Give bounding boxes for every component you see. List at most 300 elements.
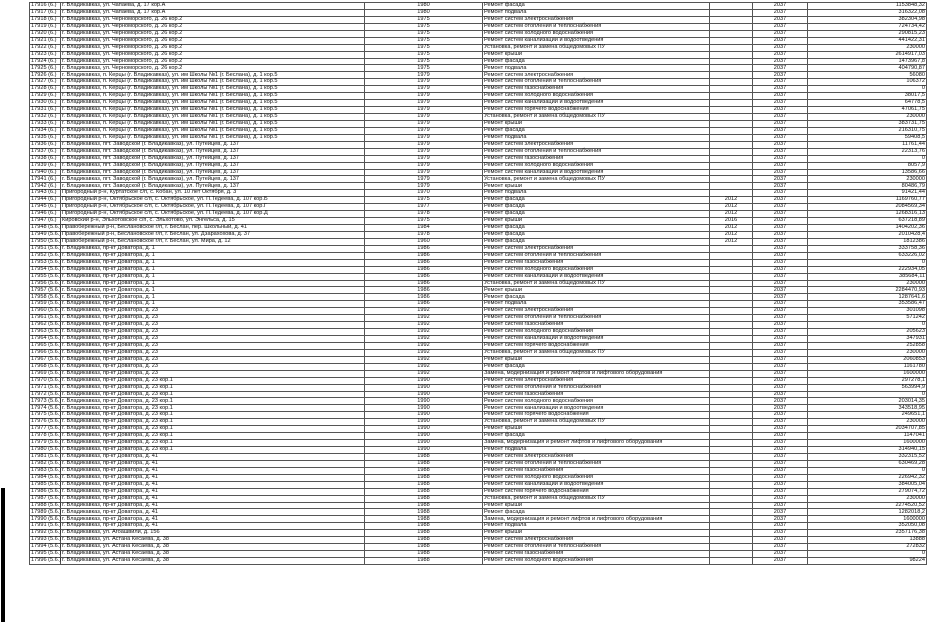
row-number-cell: 17977 (5.6.) <box>31 425 62 432</box>
cost-cell: 1600000 <box>808 370 927 377</box>
row-number-cell: 17924 (6.) <box>30 58 61 65</box>
work-type-cell: Ремонт систем газоснабжения <box>483 155 710 162</box>
work-type-cell: Ремонт систем отопления и теплоснабжения <box>483 79 710 86</box>
address-cell: г. Владикавказ, пр-кт Доватора, д. 1 <box>61 301 365 308</box>
year-built-cell: 1979 <box>365 120 483 127</box>
planned-year-cell: 2037 <box>753 412 808 419</box>
cost-cell: 230000 <box>808 495 927 502</box>
address-cell: г. Владикавказ, пр-кт Доватора, д. 23 кор.1 <box>61 440 365 447</box>
last-repair-year-cell <box>710 502 753 509</box>
planned-year-cell: 2037 <box>753 134 808 141</box>
row-number-cell: 17917 (6.) <box>30 9 61 16</box>
year-built-cell: 1990 <box>365 405 483 412</box>
last-repair-year-cell <box>710 377 753 384</box>
year-built-cell: 1970 <box>365 190 483 197</box>
planned-year-cell: 2037 <box>753 551 808 558</box>
cost-cell: 1473967,8 <box>808 58 927 65</box>
year-built-cell: 1988 <box>365 453 483 460</box>
planned-year-cell: 2037 <box>753 481 808 488</box>
address-cell: г. Владикавказ, п. Керцы (г. Владикавказ), ул. им Школы №1 (г. Беслана), д. 1 кор.5 <box>61 134 365 141</box>
last-repair-year-cell <box>710 516 753 523</box>
year-built-cell: 1979 <box>365 148 483 155</box>
address-cell: г. Владикавказ, пр-кт Доватора, д. 23 <box>61 349 365 356</box>
work-type-cell: Ремонт систем холодного водоснабжения <box>483 266 710 273</box>
year-built-cell: 1984 <box>365 225 483 232</box>
row-number-cell: 17992 (5.6.) <box>31 529 62 536</box>
row-number-cell: 17991 (5.6.) <box>31 522 62 529</box>
row-number-cell: 17947 (6.) <box>30 218 61 225</box>
address-cell: г. Владикавказ, п. Керцы (г. Владикавказ), ул. им Школы №1 (г. Беслана), д. 1 кор.5 <box>61 86 365 93</box>
year-built-cell: 1988 <box>365 523 483 530</box>
row-number-cell: 17963 (5.6.) <box>31 328 62 335</box>
year-built-cell: 1988 <box>365 481 483 488</box>
last-repair-year-cell: 2012 <box>710 225 753 232</box>
last-repair-year-cell <box>710 551 753 558</box>
year-built-cell: 1986 <box>365 259 483 266</box>
planned-year-cell: 2037 <box>753 44 808 51</box>
cost-cell: 0 <box>808 155 927 162</box>
address-cell: г. Владикавказ, ул. Астана Кесаева, д. 38 <box>61 537 365 544</box>
row-number-cell: 17930 (6.) <box>30 100 61 107</box>
last-repair-year-cell: 2012 <box>710 211 753 218</box>
year-built-cell: 1979 <box>365 93 483 100</box>
cost-cell: 633226,02 <box>808 252 927 259</box>
work-type-cell: Ремонт подвала <box>483 447 710 454</box>
row-number-cell: 17950 (5.6.) <box>31 238 62 245</box>
table-row <box>30 65 927 72</box>
last-repair-year-cell <box>710 259 753 266</box>
year-built-cell: 1988 <box>365 509 483 516</box>
table-row <box>30 58 927 65</box>
last-repair-year-cell <box>710 273 753 280</box>
cost-cell: 1404202,36 <box>808 225 927 232</box>
year-built-cell: 1975 <box>365 65 483 72</box>
cost-cell: 2357176,38 <box>808 530 927 537</box>
work-type-cell: Ремонт систем газоснабжения <box>483 322 710 329</box>
work-type-cell: Ремонт систем горячего водоснабжения <box>483 107 710 114</box>
cost-cell: 91421,44 <box>808 190 927 197</box>
row-number-cell: 17936 (6.) <box>30 141 61 148</box>
cost-cell: 203014,35 <box>808 398 927 405</box>
planned-year-cell: 2037 <box>753 419 808 426</box>
year-built-cell: 1986 <box>365 287 483 294</box>
address-cell: г. Владикавказ, пр-кт Доватора, д. 23 <box>61 342 365 349</box>
planned-year-cell: 2037 <box>753 294 808 301</box>
row-number-cell: 17962 (5.6.) <box>31 321 62 328</box>
last-repair-year-cell <box>710 266 753 273</box>
year-built-cell: 1975 <box>365 51 483 58</box>
work-type-cell: Ремонт крыши <box>483 530 710 537</box>
planned-year-cell: 2037 <box>753 509 808 516</box>
row-number-cell: 17945 (6.) <box>30 204 61 211</box>
planned-year-cell: 2037 <box>753 558 808 565</box>
cost-cell: 441422,31 <box>808 37 927 44</box>
table-row <box>30 509 927 516</box>
year-built-cell: 1980 <box>365 3 483 10</box>
table-row <box>30 252 927 259</box>
address-cell: г. Владикавказ, пр-кт Доватора, д. 23 <box>61 336 365 343</box>
address-cell: г. Владикавказ, пр-кт Доватора, д. 41 <box>61 502 365 509</box>
row-number-cell: 17918 (6.) <box>30 16 61 23</box>
row-number-cell: 17993 (5.6.) <box>31 536 62 543</box>
planned-year-cell: 2037 <box>753 204 808 211</box>
cost-cell: 13586,66 <box>808 169 927 176</box>
row-number-cell: 17956 (5.6.) <box>31 279 62 286</box>
year-built-cell: 1979 <box>365 141 483 148</box>
planned-year-cell: 2037 <box>753 398 808 405</box>
cost-cell: 290815,23 <box>808 30 927 37</box>
table-row <box>30 280 927 287</box>
address-cell: г. Владикавказ, пгт. Заводской (г. Владикавказ), ул. Путейцев, д. 137 <box>61 169 365 176</box>
planned-year-cell: 2037 <box>753 287 808 294</box>
last-repair-year-cell <box>710 308 753 315</box>
table-row <box>30 169 927 176</box>
last-repair-year-cell <box>710 301 753 308</box>
planned-year-cell: 2037 <box>753 342 808 349</box>
work-type-cell: Установка, ремонт и замена общедомовых ПУ <box>483 495 710 502</box>
last-repair-year-cell <box>710 530 753 537</box>
planned-year-cell: 2037 <box>753 218 808 225</box>
register-sheet <box>29 2 925 565</box>
work-type-cell: Ремонт систем отопления и теплоснабжения <box>483 148 710 155</box>
cost-cell: 230000 <box>808 44 927 51</box>
year-built-cell: 1979 <box>365 100 483 107</box>
work-type-cell: Ремонт крыши <box>483 502 710 509</box>
planned-year-cell: 2037 <box>753 322 808 329</box>
row-number-cell: 17944 (6.) <box>30 197 61 204</box>
row-number-cell: 17923 (6.) <box>30 51 61 58</box>
row-number-cell: 17942 (6.) <box>30 183 61 190</box>
year-built-cell: 1975 <box>365 44 483 51</box>
work-type-cell: Ремонт систем горячего водоснабжения <box>483 342 710 349</box>
work-type-cell: Ремонт систем отопления и теплоснабжения <box>483 23 710 30</box>
table-row <box>30 453 927 460</box>
address-cell: г. Владикавказ, ул. Черноморского, д. 26 кор.2 <box>61 58 365 65</box>
planned-year-cell: 2037 <box>753 245 808 252</box>
address-cell: г. Владикавказ, пр-кт Доватора, д. 23 <box>61 363 365 370</box>
last-repair-year-cell <box>710 86 753 93</box>
cost-cell: 0 <box>808 86 927 93</box>
year-built-cell: 1988 <box>365 551 483 558</box>
last-repair-year-cell <box>710 65 753 72</box>
cost-cell: 637218,89 <box>808 218 927 225</box>
row-number-cell: 17940 (6.) <box>30 169 61 176</box>
register-table <box>29 2 927 565</box>
year-built-cell: 1992 <box>365 356 483 363</box>
planned-year-cell: 2037 <box>753 363 808 370</box>
year-built-cell: 1990 <box>365 384 483 391</box>
last-repair-year-cell <box>710 342 753 349</box>
row-number-cell: 17954 (5.6.) <box>31 265 62 272</box>
work-type-cell: Ремонт крыши <box>483 287 710 294</box>
planned-year-cell: 2037 <box>753 100 808 107</box>
address-cell: Правобережный р-н, Беслановское г/п, г. Беслан, ул. Мира, д. 12 <box>61 238 365 245</box>
work-type-cell: Ремонт систем горячего водоснабжения <box>483 412 710 419</box>
row-number-cell: 17946 (6.) <box>30 211 61 218</box>
planned-year-cell: 2037 <box>753 30 808 37</box>
table-row <box>30 259 927 266</box>
work-type-cell: Ремонт систем отопления и теплоснабжения <box>483 252 710 259</box>
cost-cell: 2060853 <box>808 356 927 363</box>
address-cell: г. Владикавказ, ул. Черноморского, д. 26 кор.2 <box>61 65 365 72</box>
address-cell: г. Владикавказ, пгт. Заводской (г. Владикавказ), ул. Путейцев, д. 137 <box>61 162 365 169</box>
cost-cell: 347931 <box>808 336 927 343</box>
table-row <box>30 266 927 273</box>
cost-cell: 13888 <box>808 537 927 544</box>
year-built-cell: 1975 <box>365 197 483 204</box>
work-type-cell: Ремонт подвала <box>483 65 710 72</box>
last-repair-year-cell <box>710 558 753 565</box>
year-built-cell: 1979 <box>365 79 483 86</box>
last-repair-year-cell <box>710 127 753 134</box>
row-number-cell: 17959 (5.6.) <box>31 300 62 307</box>
work-type-cell: Ремонт систем электроснабжения <box>483 453 710 460</box>
table-row <box>30 51 927 58</box>
cost-cell: 59408,5 <box>808 134 927 141</box>
year-built-cell: 1975 <box>365 16 483 23</box>
planned-year-cell: 2037 <box>753 51 808 58</box>
planned-year-cell: 2037 <box>753 190 808 197</box>
work-type-cell: Ремонт крыши <box>483 356 710 363</box>
planned-year-cell: 2037 <box>753 488 808 495</box>
address-cell: г. Владикавказ, ул. Чапаева, д. 17 кор.А <box>61 3 365 10</box>
cost-cell: 382304,98 <box>808 16 927 23</box>
year-built-cell: 1988 <box>365 460 483 467</box>
work-type-cell: Ремонт систем электроснабжения <box>483 16 710 23</box>
year-built-cell: 1988 <box>365 530 483 537</box>
year-built-cell: 1990 <box>365 412 483 419</box>
row-number-cell: 17939 (6.) <box>30 162 61 169</box>
last-repair-year-cell <box>710 474 753 481</box>
table-row <box>30 308 927 315</box>
last-repair-year-cell <box>710 252 753 259</box>
work-type-cell: Ремонт фасада <box>483 433 710 440</box>
address-cell: г. Владикавказ, пгт. Заводской (г. Владикавказ), ул. Путейцев, д. 137 <box>61 141 365 148</box>
cost-cell: 333758,36 <box>808 245 927 252</box>
planned-year-cell: 2037 <box>753 336 808 343</box>
year-built-cell: 1979 <box>365 183 483 190</box>
cost-cell: 297278,1 <box>808 377 927 384</box>
planned-year-cell: 2037 <box>753 280 808 287</box>
planned-year-cell: 2037 <box>753 453 808 460</box>
last-repair-year-cell <box>710 391 753 398</box>
work-type-cell: Замена, модернизация и ремонт лифтов и лифтового оборудования <box>483 370 710 377</box>
address-cell: г. Владикавказ, ул. Черноморского, д. 26 кор.2 <box>61 51 365 58</box>
planned-year-cell: 2037 <box>753 474 808 481</box>
work-type-cell: Ремонт систем электроснабжения <box>483 537 710 544</box>
planned-year-cell: 2037 <box>753 537 808 544</box>
row-number-cell: 17995 (5.6.) <box>31 550 62 557</box>
planned-year-cell: 2037 <box>753 273 808 280</box>
year-built-cell: 1990 <box>365 440 483 447</box>
planned-year-cell: 2037 <box>753 127 808 134</box>
work-type-cell: Ремонт фасада <box>483 363 710 370</box>
work-type-cell: Ремонт фасада <box>483 238 710 245</box>
planned-year-cell: 2037 <box>753 460 808 467</box>
address-cell: г. Владикавказ, пр-кт Доватора, д. 1 <box>61 259 365 266</box>
year-built-cell: 1990 <box>365 426 483 433</box>
year-built-cell: 1990 <box>365 447 483 454</box>
year-built-cell: 1975 <box>365 58 483 65</box>
year-built-cell: 1979 <box>365 169 483 176</box>
work-type-cell: Ремонт систем отопления и теплоснабжения <box>483 384 710 391</box>
row-number-cell: 17958 (5.6.) <box>31 293 62 300</box>
address-cell: г. Владикавказ, пр-кт Доватора, д. 23 кор.1 <box>61 426 365 433</box>
work-type-cell: Ремонт систем электроснабжения <box>483 72 710 79</box>
table-row <box>30 502 927 509</box>
row-number-cell: 17926 (6.) <box>30 72 61 79</box>
cost-cell: 272832 <box>808 544 927 551</box>
cost-cell: 1153848,32 <box>808 3 927 10</box>
work-type-cell: Ремонт крыши <box>483 218 710 225</box>
row-number-cell: 17948 (5.6.) <box>31 224 62 231</box>
work-type-cell: Ремонт систем газоснабжения <box>483 551 710 558</box>
row-number-cell: 17986 (5.6.) <box>31 487 62 494</box>
last-repair-year-cell <box>710 460 753 467</box>
planned-year-cell: 2037 <box>753 523 808 530</box>
register-table-body <box>30 3 927 565</box>
work-type-cell: Ремонт фасада <box>483 58 710 65</box>
table-row <box>30 384 927 391</box>
planned-year-cell: 2037 <box>753 169 808 176</box>
work-type-cell: Ремонт фасада <box>483 197 710 204</box>
year-built-cell: 1992 <box>365 370 483 377</box>
row-number-cell: 17967 (5.6.) <box>31 355 62 362</box>
cost-cell: 106372 <box>808 79 927 86</box>
address-cell: г. Владикавказ, пр-кт Доватора, д. 41 <box>61 488 365 495</box>
row-number-cell: 17921 (6.) <box>30 37 61 44</box>
cost-cell: 80486,79 <box>808 183 927 190</box>
address-cell: г. Владикавказ, пр-кт Доватора, д. 23 <box>61 315 365 322</box>
table-row <box>30 488 927 495</box>
row-number-cell: 17932 (6.) <box>30 114 61 121</box>
last-repair-year-cell <box>710 322 753 329</box>
table-row <box>30 301 927 308</box>
cost-cell: 1268316,13 <box>808 211 927 218</box>
table-row <box>30 481 927 488</box>
year-built-cell: 1988 <box>365 516 483 523</box>
planned-year-cell: 2037 <box>753 197 808 204</box>
row-number-cell: 17971 (5.6.) <box>31 383 62 390</box>
table-row <box>30 245 927 252</box>
address-cell: г. Владикавказ, п. Керцы (г. Владикавказ), ул. им Школы №1 (г. Беслана), д. 1 кор.5 <box>61 107 365 114</box>
planned-year-cell: 2037 <box>753 495 808 502</box>
planned-year-cell: 2037 <box>753 259 808 266</box>
row-number-cell: 17943 (6.) <box>30 190 61 197</box>
address-cell: г. Владикавказ, пр-кт Доватора, д. 23 кор.1 <box>61 391 365 398</box>
cost-cell: 2010428,4 <box>808 231 927 238</box>
row-number-cell: 17968 (5.6.) <box>31 362 62 369</box>
row-number-cell: 17987 (5.6.) <box>31 494 62 501</box>
last-repair-year-cell: 2012 <box>710 231 753 238</box>
table-row <box>30 474 927 481</box>
address-cell: г. Владикавказ, п. Керцы (г. Владикавказ), ул. им Школы №1 (г. Беслана), д. 1 кор.5 <box>61 79 365 86</box>
cost-cell: 1287641,6 <box>808 294 927 301</box>
planned-year-cell: 2037 <box>753 16 808 23</box>
row-number-cell: 17980 (5.6.) <box>31 446 62 453</box>
year-built-cell: 1986 <box>365 280 483 287</box>
table-row <box>30 516 927 523</box>
cost-cell: 56080 <box>808 72 927 79</box>
cost-cell: 230000 <box>808 349 927 356</box>
year-built-cell: 1979 <box>365 127 483 134</box>
row-number-cell: 17978 (5.6.) <box>31 432 62 439</box>
last-repair-year-cell <box>710 537 753 544</box>
cost-cell: 404790,87 <box>808 65 927 72</box>
planned-year-cell: 2037 <box>753 141 808 148</box>
cost-cell: 2614917,03 <box>808 51 927 58</box>
cost-cell: 230000 <box>808 280 927 287</box>
work-type-cell: Ремонт систем холодного водоснабжения <box>483 398 710 405</box>
cost-cell: 230000 <box>808 176 927 183</box>
address-cell: г. Владикавказ, пр-кт Доватора, д. 1 <box>61 245 365 252</box>
cost-cell: 2034707,85 <box>808 426 927 433</box>
cost-cell: 2274520,52 <box>808 502 927 509</box>
planned-year-cell: 2037 <box>753 231 808 238</box>
row-number-cell: 17935 (6.) <box>30 134 61 141</box>
work-type-cell: Ремонт подвала <box>483 523 710 530</box>
year-built-cell: 1992 <box>365 329 483 336</box>
table-row <box>30 294 927 301</box>
row-number-cell: 17919 (6.) <box>30 23 61 30</box>
last-repair-year-cell <box>710 120 753 127</box>
row-number-cell: 17925 (6.) <box>30 65 61 72</box>
last-repair-year-cell <box>710 523 753 530</box>
year-built-cell: 1979 <box>365 72 483 79</box>
cost-cell: 1600000 <box>808 440 927 447</box>
table-row <box>30 176 927 183</box>
address-cell: г. Владикавказ, пр-кт Доватора, д. 23 кор.1 <box>61 419 365 426</box>
year-built-cell: 1979 <box>365 162 483 169</box>
planned-year-cell: 2037 <box>753 467 808 474</box>
table-row <box>30 363 927 370</box>
work-type-cell: Ремонт систем канализации и водоотведения <box>483 405 710 412</box>
work-type-cell: Ремонт систем холодного водоснабжения <box>483 558 710 565</box>
table-row <box>30 322 927 329</box>
row-number-cell: 17937 (6.) <box>30 148 61 155</box>
table-row <box>30 523 927 530</box>
address-cell: г. Владикавказ, пр-кт Доватора, д. 1 <box>61 252 365 259</box>
year-built-cell: 1992 <box>365 315 483 322</box>
address-cell: г. Владикавказ, пр-кт Доватора, д. 41 <box>61 523 365 530</box>
year-built-cell: 1992 <box>365 342 483 349</box>
year-built-cell: 1979 <box>365 114 483 121</box>
row-number-cell: 17916 (6.) <box>30 3 61 10</box>
planned-year-cell: 2037 <box>753 544 808 551</box>
row-number-cell: 17965 (5.6.) <box>31 342 62 349</box>
address-cell: г. Владикавказ, пр-кт Доватора, д. 41 <box>61 481 365 488</box>
year-built-cell: 1986 <box>365 301 483 308</box>
work-type-cell: Ремонт систем электроснабжения <box>483 377 710 384</box>
last-repair-year-cell <box>710 356 753 363</box>
cost-cell: 353586,47 <box>808 301 927 308</box>
table-row <box>30 467 927 474</box>
row-number-cell: 17933 (6.) <box>30 120 61 127</box>
planned-year-cell: 2037 <box>753 384 808 391</box>
cost-cell: 205623 <box>808 329 927 336</box>
address-cell: г. Владикавказ, пгт. Заводской (г. Владикавказ), ул. Путейцев, д. 137 <box>61 183 365 190</box>
row-number-cell: 17922 (6.) <box>30 44 61 51</box>
planned-year-cell: 2037 <box>753 72 808 79</box>
row-number-cell: 17931 (6.) <box>30 107 61 114</box>
work-type-cell: Ремонт подвала <box>483 9 710 16</box>
year-built-cell: 1975 <box>365 23 483 30</box>
work-type-cell: Установка, ремонт и замена общедомовых ПУ <box>483 419 710 426</box>
table-row <box>30 238 927 245</box>
table-row <box>30 162 927 169</box>
last-repair-year-cell <box>710 447 753 454</box>
year-built-cell: 1992 <box>365 308 483 315</box>
